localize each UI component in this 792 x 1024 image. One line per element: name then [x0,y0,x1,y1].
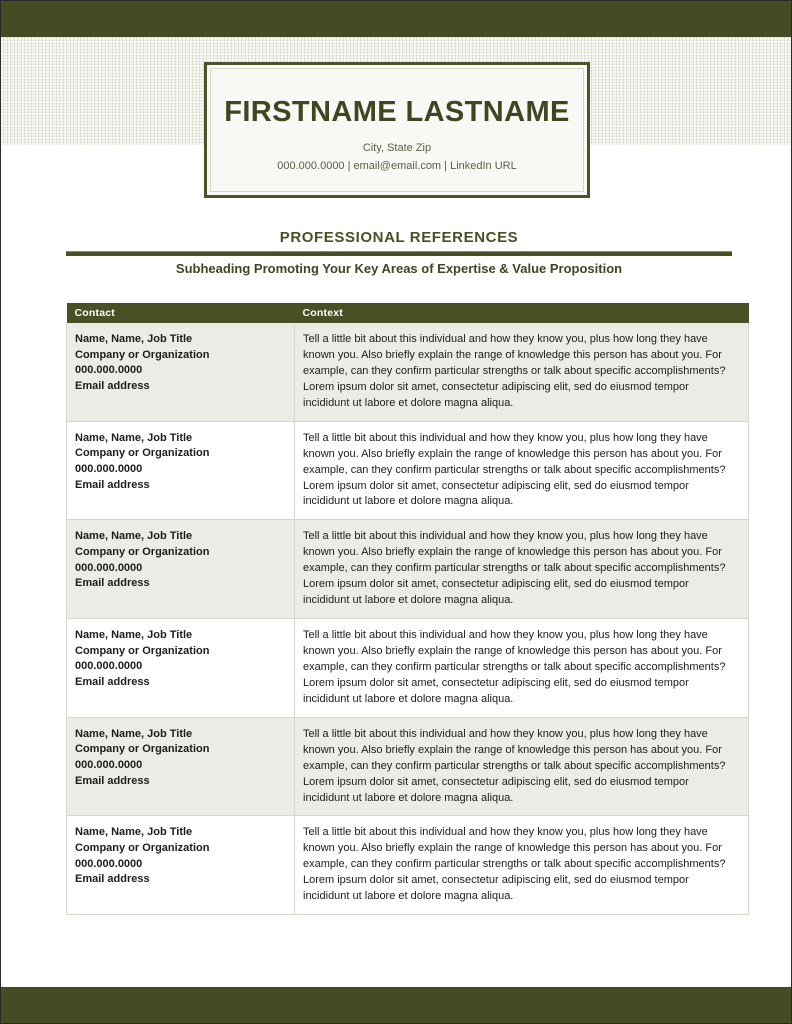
page-bottom-accent-bar [1,987,791,1023]
reference-email: Email address [75,774,150,787]
reference-name: Name, Name, Job Title [75,727,193,740]
page-top-accent-bar [1,1,791,37]
references-table-head [67,303,749,323]
table-header-row [67,303,749,323]
reference-company: Company or Organization [75,348,210,361]
reference-email: Email address [75,379,150,392]
context-cell: Tell a little bit about this individual and how they know you, plus how long they have known you. Also briefly explain the range of knowledge this person has about you. For example, can they confirm particular strengths or talk about specific accomplishments? Lorem ipsum dolor sit amet, consectetur adipiscing elit, sed do eiusmod tempor incididunt ut labore et dolore magna aliqua. [295,421,749,520]
table-row [67,520,749,619]
reference-company: Company or Organization [75,743,210,756]
section-heading: PROFESSIONAL REFERENCES [279,229,519,246]
location-text: City, State Zip [362,141,432,154]
contact-cell [67,323,295,421]
reference-company: Company or Organization [75,644,210,657]
contact-cell [67,421,295,520]
reference-company: Company or Organization [75,545,210,558]
context-cell: Tell a little bit about this individual and how they know you, plus how long they have known you. Also briefly explain the range of knowledge this person has about you. For example, can they confirm particular strengths or talk about specific accomplishments? Lorem ipsum dolor sit amet, consectetur adipiscing elit, sed do eiusmod tempor incididunt ut labore et dolore magna aliqua. [295,619,749,718]
table-row [67,323,749,421]
reference-email: Email address [75,577,150,590]
table-row [67,816,749,915]
reference-company: Company or Organization [75,447,210,460]
column-header-context: Context [295,303,749,323]
reference-phone: 000.000.0000 [75,561,143,574]
name-header-inner [210,68,584,192]
table-row [67,619,749,718]
contact-cell [67,717,295,816]
table-row [67,717,749,816]
reference-email: Email address [75,873,150,886]
reference-name: Name, Name, Job Title [75,431,193,444]
reference-company: Company or Organization [75,842,210,855]
contact-cell [67,816,295,915]
contact-info-text: 000.000.0000 | email@email.com | LinkedIn URL [277,159,517,172]
reference-phone: 000.000.0000 [75,857,143,870]
reference-phone: 000.000.0000 [75,660,143,673]
reference-phone: 000.000.0000 [75,364,143,377]
reference-name: Name, Name, Job Title [75,826,193,839]
context-cell: Tell a little bit about this individual and how they know you, plus how long they have known you. Also briefly explain the range of knowledge this person has about you. For example, can they confirm particular strengths or talk about specific accomplishments? Lorem ipsum dolor sit amet, consectetur adipiscing elit, sed do eiusmod tempor incididunt ut labore et dolore magna aliqua. [295,717,749,816]
reference-name: Name, Name, Job Title [75,629,193,642]
reference-email: Email address [75,675,150,688]
reference-name: Name, Name, Job Title [75,333,193,345]
reference-email: Email address [75,478,150,491]
table-row [67,421,749,520]
reference-phone: 000.000.0000 [75,462,143,475]
contact-cell [67,619,295,718]
reference-name: Name, Name, Job Title [75,530,193,543]
references-table-body [67,323,749,915]
references-table [66,303,749,915]
name-header-frame [204,62,590,198]
context-cell: Tell a little bit about this individual and how they know you, plus how long they have known you. Also briefly explain the range of knowledge this person has about you. For example, can they confirm particular strengths or talk about specific accomplishments? Lorem ipsum dolor sit amet, consectetur adipiscing elit, sed do eiusmod tempor incididunt ut labore et dolore magna aliqua. [295,520,749,619]
reference-phone: 000.000.0000 [75,758,143,771]
section-divider-rule [66,251,732,256]
column-header-contact: Contact [67,303,295,323]
context-cell: Tell a little bit about this individual and how they know you, plus how long they have known you. Also briefly explain the range of knowledge this person has about you. For example, can they confirm particular strengths or talk about specific accomplishments? Lorem ipsum dolor sit amet, consectetur adipiscing elit, sed do eiusmod tempor incididunt ut labore et dolore magna aliqua. [295,323,749,421]
context-cell: Tell a little bit about this individual and how they know you, plus how long they have known you. Also briefly explain the range of knowledge this person has about you. For example, can they confirm particular strengths or talk about specific accomplishments? Lorem ipsum dolor sit amet, consectetur adipiscing elit, sed do eiusmod tempor incididunt ut labore et dolore magna aliqua. [295,816,749,915]
section-subheading: Subheading Promoting Your Key Areas of Expertise & Value Proposition [175,261,623,276]
page-title: FIRSTNAME LASTNAME [224,96,570,128]
contact-cell [67,520,295,619]
